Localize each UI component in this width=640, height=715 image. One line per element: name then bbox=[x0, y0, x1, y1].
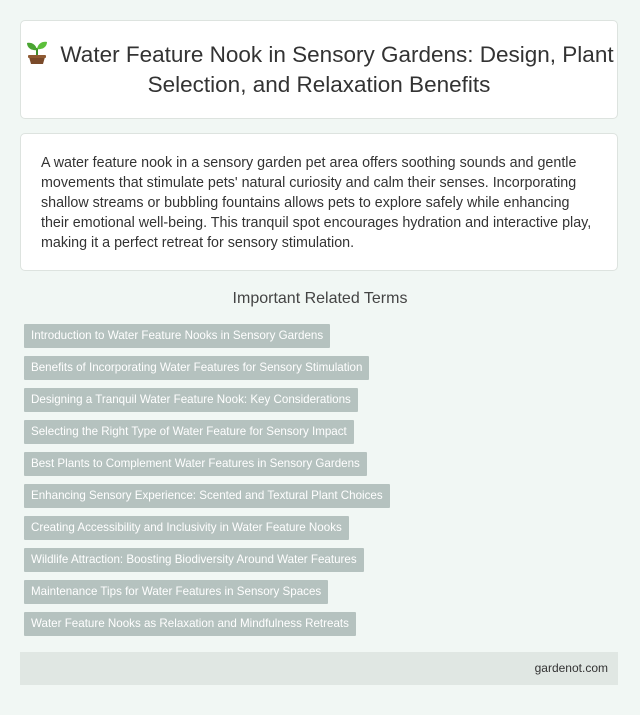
related-term-tag[interactable]: Selecting the Right Type of Water Feature for Sensory Impact bbox=[24, 420, 354, 444]
footer bbox=[20, 652, 618, 685]
related-term-tag[interactable]: Maintenance Tips for Water Features in Sensory Spaces bbox=[24, 580, 328, 604]
related-term-tag[interactable]: Wildlife Attraction: Boosting Biodiversity Around Water Features bbox=[24, 548, 364, 572]
related-term-tag[interactable]: Enhancing Sensory Experience: Scented and Textural Plant Choices bbox=[24, 484, 390, 508]
description-card bbox=[20, 133, 618, 271]
related-term-tag[interactable]: Best Plants to Complement Water Features in Sensory Gardens bbox=[24, 452, 367, 476]
page-title-text: Water Feature Nook in Sensory Gardens: Design, Plant Selection, and Relaxation Benefits bbox=[60, 42, 614, 97]
related-term-tag[interactable]: Designing a Tranquil Water Feature Nook: Key Considerations bbox=[24, 388, 358, 412]
description-text: A water feature nook in a sensory garden pet area offers soothing sounds and gentle movements that stimulate pets' natural curiosity and calm their senses. Incorporating shallow streams or bubbling fountains allows pets to explore safely while enhancing their emotional well-being. This tranquil spot encourages hydration and interactive play, making it a perfect retreat for sensory stimulation. bbox=[41, 155, 592, 251]
related-term-tag[interactable]: Introduction to Water Feature Nooks in Sensory Gardens bbox=[24, 324, 330, 348]
related-term-tag[interactable]: Creating Accessibility and Inclusivity in Water Feature Nooks bbox=[24, 516, 349, 540]
related-term-tag[interactable]: Benefits of Incorporating Water Features for Sensory Stimulation bbox=[24, 356, 369, 380]
related-terms-heading: Important Related Terms bbox=[232, 290, 408, 307]
seedling-icon bbox=[24, 39, 50, 65]
related-term-tag[interactable]: Water Feature Nooks as Relaxation and Mindfulness Retreats bbox=[24, 612, 356, 636]
footer-site-link[interactable]: gardenot.com bbox=[534, 661, 608, 675]
title-card bbox=[20, 20, 618, 119]
page-title bbox=[21, 39, 617, 100]
related-terms-list bbox=[24, 324, 390, 644]
